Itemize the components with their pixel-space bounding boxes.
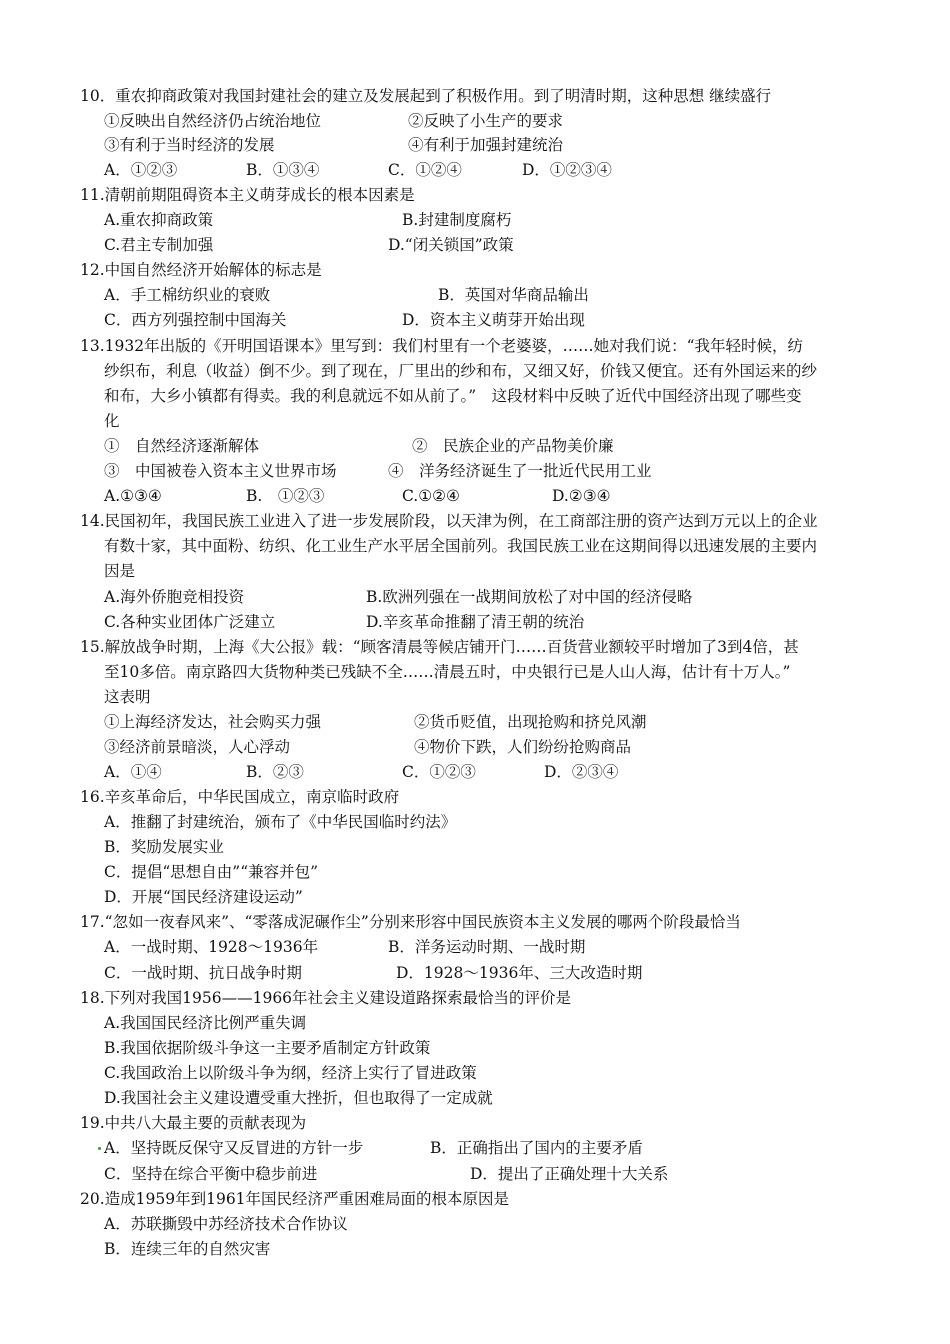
q14-stem-line-2: 有数十家，其中面粉、纺织、化工业生产水平居全国前列。我国民族工业在这期间得以迅速发展的主要内 [104, 537, 818, 555]
q16-stem: 16.辛亥革命后，中华民国成立，南京临时政府 [80, 788, 400, 806]
q12-option-c: C．西方列强控制中国海关 [104, 311, 287, 329]
q15-statement-4: ④物价下跌，人们纷纷抢购商品 [414, 738, 632, 756]
q19-stem: 19.中共八大最主要的贡献表现为 [80, 1114, 307, 1132]
q20-option-a: A．苏联撕毁中苏经济技术合作协议 [104, 1215, 348, 1233]
q17-stem: 17.“忽如一夜春风来”、“零落成泥碾作尘”分别来形容中国民族资本主义发展的哪两个阶段最恰当 [80, 913, 741, 931]
q13-statement-2: ② 民族企业的产品物美价廉 [412, 437, 614, 455]
q15-option-c: C．①②③ [402, 763, 476, 781]
q10-statement-3: ③有利于当时经济的发展 [104, 136, 275, 154]
q14-option-c: C.各种实业团体广泛建立 [104, 613, 276, 631]
q20-stem: 20.造成1959年到1961年国民经济严重困难局面的根本原因是 [80, 1190, 510, 1208]
q19-option-a: A．坚持既反保守又反冒进的方针一步 [104, 1139, 364, 1157]
q16-option-d: D．开展“国民经济建设运动” [104, 888, 303, 906]
q10-statement-2: ②反映了小生产的要求 [408, 112, 564, 130]
q16-option-b: B．奖励发展实业 [104, 838, 224, 856]
q13-stem-line-1: 13.1932年出版的《开明国语课本》里写到：我们村里有一个老婆婆，……她对我们说：“我年轻时候，纺 [80, 337, 804, 355]
q17-option-a: A．一战时期、1928～1936年 [104, 938, 319, 956]
q10-statement-1: ①反映出自然经济仍占统治地位 [104, 112, 322, 130]
q16-option-c: C．提倡“思想自由”“兼容并包” [104, 863, 319, 881]
q13-statement-1: ① 自然经济逐渐解体 [104, 437, 260, 455]
q18-option-c: C.我国政治上以阶级斗争为纲，经济上实行了冒进政策 [104, 1064, 477, 1082]
q10-option-b: B．①③④ [246, 161, 320, 179]
q15-statement-3: ③经济前景暗淡，人心浮动 [104, 738, 291, 756]
q14-stem-line-1: 14.民国初年，我国民族工业进入了进一步发展阶段，以天津为例，在工商部注册的资产达到万元以上的企业 [80, 512, 818, 530]
q12-option-b: B．英国对华商品输出 [438, 286, 589, 304]
q12-option-d: D．资本主义萌芽开始出现 [402, 311, 585, 329]
q13-statement-3: ③ 中国被卷入资本主义世界市场 [104, 462, 337, 480]
q13-stem-line-4: 化 [104, 412, 120, 430]
q15-statement-2: ②货币贬值，出现抢购和挤兑风潮 [414, 713, 647, 731]
q20-option-b: B．连续三年的自然灾害 [104, 1240, 271, 1258]
q10-stem: 10．重农抑商政策对我国封建社会的建立及发展起到了积极作用。到了明清时期，这种思想 继续盛行 [80, 87, 772, 105]
q19-option-c: C．坚持在综合平衡中稳步前进 [104, 1165, 318, 1183]
q15-statement-1: ①上海经济发达，社会购买力强 [104, 713, 322, 731]
q11-option-b: B.封建制度腐朽 [402, 211, 512, 229]
q10-statement-4: ④有利于加强封建统治 [408, 136, 564, 154]
q11-option-a: A.重农抑商政策 [104, 211, 214, 229]
q14-stem-line-3: 因是 [104, 562, 136, 580]
q15-option-b: B．②③ [246, 763, 304, 781]
q10-option-d: D．①②③④ [522, 161, 612, 179]
q12-stem: 12.中国自然经济开始解体的标志是 [80, 261, 322, 279]
stray-mark [98, 1147, 101, 1150]
q10-option-a: A．①②③ [104, 161, 178, 179]
q15-stem-line-2: 至10多倍。南京路四大货物种类已残缺不全……清晨五时，中央银行已是人山人海，估计有十万人。” [104, 663, 791, 681]
q15-option-a: A．①④ [104, 763, 162, 781]
q14-option-b: B.欧洲列强在一战期间放松了对中国的经济侵略 [366, 588, 693, 606]
q11-option-d: D.“闭关锁国”政策 [388, 236, 514, 254]
q19-option-b: B．正确指出了国内的主要矛盾 [430, 1139, 643, 1157]
q13-statement-4: ④ 洋务经济诞生了一批近代民用工业 [388, 462, 652, 480]
q15-stem-line-1: 15.解放战争时期，上海《大公报》载：“顾客清晨等候店铺开门……百货营业额较平时增加了3到4倍，甚 [80, 638, 799, 656]
q16-option-a: A．推翻了封建统治，颁布了《中华民国临时约法》 [104, 813, 457, 831]
q17-option-c: C．一战时期、抗日战争时期 [104, 964, 302, 982]
q11-stem: 11.清朝前期阻碍资本主义萌芽成长的根本因素是 [80, 186, 415, 204]
q18-option-a: A.我国国民经济比例严重失调 [104, 1014, 307, 1032]
q13-option-b: B. ①②③ [246, 487, 325, 505]
q13-option-c: C.①②④ [402, 487, 460, 505]
q18-option-b: B.我国依据阶级斗争这一主要矛盾制定方针政策 [104, 1039, 431, 1057]
q15-option-d: D．②③④ [544, 763, 619, 781]
q17-option-b: B．洋务运动时期、一战时期 [388, 938, 586, 956]
q18-stem: 18.下列对我国1956——1966年社会主义建设道路探索最恰当的评价是 [80, 989, 572, 1007]
q19-option-d: D．提出了正确处理十大关系 [470, 1165, 669, 1183]
q11-option-c: C.君主专制加强 [104, 236, 214, 254]
q18-option-d: D.我国社会主义建设遭受重大挫折，但也取得了一定成就 [104, 1089, 493, 1107]
q12-option-a: A．手工棉纺织业的衰败 [104, 286, 271, 304]
q15-stem-line-3: 这表明 [104, 688, 151, 706]
q13-stem-line-3: 和布，大乡小镇都有得卖。我的利息就远不如从前了。” 这段材料中反映了近代中国经济出现了哪些变 [104, 387, 802, 405]
q14-option-d: D.辛亥革命推翻了清王朝的统治 [366, 613, 585, 631]
q13-option-d: D.②③④ [552, 487, 611, 505]
q13-option-a: A.①③④ [104, 487, 162, 505]
q10-option-c: C．①②④ [388, 161, 462, 179]
q17-option-d: D．1928～1936年、三大改造时期 [396, 964, 643, 982]
q14-option-a: A.海外侨胞竞相投资 [104, 588, 245, 606]
q13-stem-line-2: 纱织布，利息（收益）倒不少。到了现在，厂里出的纱和布，又细又好，价钱又便宜。还有外国运来的纱 [104, 362, 818, 380]
